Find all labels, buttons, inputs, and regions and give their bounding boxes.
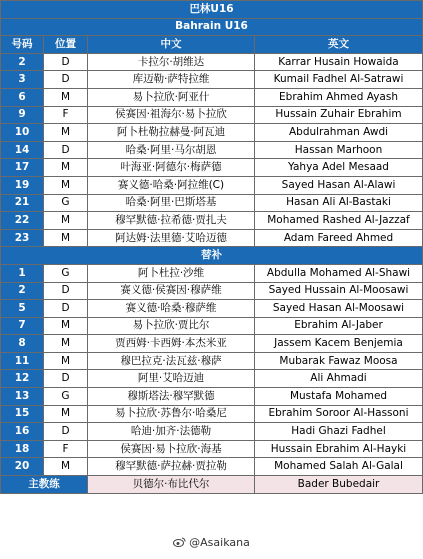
coach-row (1, 476, 423, 494)
starter-row (1, 88, 423, 106)
title-row (1, 1, 423, 19)
player-number: 13 (1, 388, 44, 406)
player-number: 19 (1, 176, 44, 194)
player-name-cn: 阿达姆·法里德·艾哈迈德 (88, 229, 255, 247)
starter-row (1, 194, 423, 212)
player-position: D (44, 141, 88, 159)
player-number: 18 (1, 440, 44, 458)
player-number: 12 (1, 370, 44, 388)
player-name-cn: 卡拉尔·胡维达 (88, 53, 255, 71)
player-position: M (44, 229, 88, 247)
player-name-en: Hadi Ghazi Fadhel (255, 423, 423, 441)
player-position: F (44, 440, 88, 458)
player-number: 5 (1, 300, 44, 318)
sub-row (1, 335, 423, 353)
player-name-en: Sayed Hussain Al-Moosawi (255, 282, 423, 300)
sub-row (1, 423, 423, 441)
starter-row (1, 71, 423, 89)
header-english: 英文 (255, 36, 423, 54)
player-name-en: Hussain Ebrahim Al-Hayki (255, 440, 423, 458)
player-name-cn: 穆罕默德·萨拉赫·贾拉勒 (88, 458, 255, 476)
player-name-cn: 易卜拉欣·阿亚什 (88, 88, 255, 106)
player-name-en: Ali Ahmadi (255, 370, 423, 388)
coach-name-cn: 贝德尔·布比代尔 (88, 476, 255, 494)
player-name-cn: 哈桑·阿里·巴斯塔基 (88, 194, 255, 212)
player-number: 1 (1, 264, 44, 282)
subs-label: 替补 (1, 247, 423, 265)
player-position: F (44, 106, 88, 124)
sub-row (1, 458, 423, 476)
player-name-cn: 穆斯塔法·穆罕默德 (88, 388, 255, 406)
player-name-cn: 叶海亚·阿德尔·梅萨德 (88, 159, 255, 177)
player-name-en: Hasan Ali Al-Bastaki (255, 194, 423, 212)
player-name-en: Mohamed Rashed Al-Jazzaf (255, 212, 423, 230)
player-name-cn: 穆罕默德·拉希德·贾扎夫 (88, 212, 255, 230)
sub-row (1, 282, 423, 300)
player-name-en: Ebrahim Ahmed Ayash (255, 88, 423, 106)
player-position: G (44, 194, 88, 212)
player-name-cn: 哈迪·加齐·法德勒 (88, 423, 255, 441)
player-name-cn: 哈桑·阿里·马尔胡恩 (88, 141, 255, 159)
player-position: G (44, 264, 88, 282)
subtitle-row (1, 18, 423, 36)
player-position: M (44, 88, 88, 106)
player-name-en: Hussain Zuhair Ebrahim (255, 106, 423, 124)
player-position: M (44, 458, 88, 476)
player-position: D (44, 300, 88, 318)
watermark-text: @Asaikana (189, 536, 250, 549)
starter-row (1, 53, 423, 71)
starter-row (1, 212, 423, 230)
player-number: 15 (1, 405, 44, 423)
player-name-en: Sayed Hasan Al-Moosawi (255, 300, 423, 318)
player-position: D (44, 71, 88, 89)
subs-header-row (1, 247, 423, 265)
player-name-en: Mustafa Mohamed (255, 388, 423, 406)
player-position: M (44, 352, 88, 370)
team-subtitle: Bahrain U16 (1, 18, 423, 36)
player-name-cn: 侯赛因·易卜拉欣·海基 (88, 440, 255, 458)
sub-row (1, 317, 423, 335)
player-name-cn: 贾西姆·卡西姆·本杰米亚 (88, 335, 255, 353)
player-name-en: Mohamed Salah Al-Galal (255, 458, 423, 476)
player-name-cn: 阿卜杜拉·沙维 (88, 264, 255, 282)
starter-row (1, 106, 423, 124)
sub-row (1, 264, 423, 282)
player-name-cn: 易卜拉欣·苏鲁尔·哈桑尼 (88, 405, 255, 423)
column-header-row (1, 36, 423, 54)
sub-row (1, 388, 423, 406)
player-position: D (44, 53, 88, 71)
sub-row (1, 440, 423, 458)
player-name-en: Jassem Kacem Benjemia (255, 335, 423, 353)
player-number: 21 (1, 194, 44, 212)
weibo-icon (173, 537, 186, 547)
player-name-en: Adam Fareed Ahmed (255, 229, 423, 247)
coach-label: 主教练 (1, 476, 88, 494)
player-number: 17 (1, 159, 44, 177)
player-position: M (44, 335, 88, 353)
coach-name-en: Bader Bubedair (255, 476, 423, 494)
watermark (0, 536, 423, 549)
sub-row (1, 405, 423, 423)
player-number: 2 (1, 282, 44, 300)
player-position: M (44, 176, 88, 194)
player-name-cn: 阿里·艾哈迈迪 (88, 370, 255, 388)
player-position: D (44, 370, 88, 388)
player-position: M (44, 159, 88, 177)
player-name-en: Sayed Hasan Al-Alawi (255, 176, 423, 194)
player-name-cn: 赛义德·哈桑·阿拉维(C) (88, 176, 255, 194)
player-number: 11 (1, 352, 44, 370)
player-name-en: Abdulrahman Awdi (255, 124, 423, 142)
player-name-en: Ebrahim Al-Jaber (255, 317, 423, 335)
player-position: M (44, 405, 88, 423)
player-number: 20 (1, 458, 44, 476)
starters-section (1, 53, 423, 247)
player-name-en: Mubarak Fawaz Moosa (255, 352, 423, 370)
sub-row (1, 370, 423, 388)
player-number: 2 (1, 53, 44, 71)
player-name-cn: 赛义德·侯赛因·穆萨维 (88, 282, 255, 300)
starter-row (1, 159, 423, 177)
starter-row (1, 176, 423, 194)
player-number: 8 (1, 335, 44, 353)
player-number: 6 (1, 88, 44, 106)
player-position: M (44, 212, 88, 230)
header-number: 号码 (1, 36, 44, 54)
player-name-cn: 阿卜杜勒拉赫曼·阿瓦迪 (88, 124, 255, 142)
player-number: 9 (1, 106, 44, 124)
player-name-en: Karrar Husain Howaida (255, 53, 423, 71)
player-name-en: Yahya Adel Mesaad (255, 159, 423, 177)
player-name-en: Abdulla Mohamed Al-Shawi (255, 264, 423, 282)
starter-row (1, 141, 423, 159)
player-name-cn: 赛义德·哈桑·穆萨维 (88, 300, 255, 318)
player-position: D (44, 282, 88, 300)
player-number: 23 (1, 229, 44, 247)
player-name-cn: 库迈勒·萨特拉维 (88, 71, 255, 89)
header-chinese: 中文 (88, 36, 255, 54)
player-name-cn: 易卜拉欣·贾比尔 (88, 317, 255, 335)
header-position: 位置 (44, 36, 88, 54)
player-name-en: Ebrahim Soroor Al-Hassoni (255, 405, 423, 423)
team-title: 巴林U16 (1, 1, 423, 19)
sub-row (1, 300, 423, 318)
player-name-cn: 侯赛因·祖海尔·易卜拉欣 (88, 106, 255, 124)
player-position: M (44, 124, 88, 142)
player-position: D (44, 423, 88, 441)
player-number: 22 (1, 212, 44, 230)
player-number: 10 (1, 124, 44, 142)
player-name-cn: 穆巴拉克·法瓦兹·穆萨 (88, 352, 255, 370)
player-number: 7 (1, 317, 44, 335)
player-number: 3 (1, 71, 44, 89)
player-position: G (44, 388, 88, 406)
player-number: 14 (1, 141, 44, 159)
player-name-en: Hassan Marhoon (255, 141, 423, 159)
player-name-en: Kumail Fadhel Al-Satrawi (255, 71, 423, 89)
subs-section (1, 264, 423, 475)
starter-row (1, 229, 423, 247)
player-number: 16 (1, 423, 44, 441)
player-position: M (44, 317, 88, 335)
starter-row (1, 124, 423, 142)
sub-row (1, 352, 423, 370)
